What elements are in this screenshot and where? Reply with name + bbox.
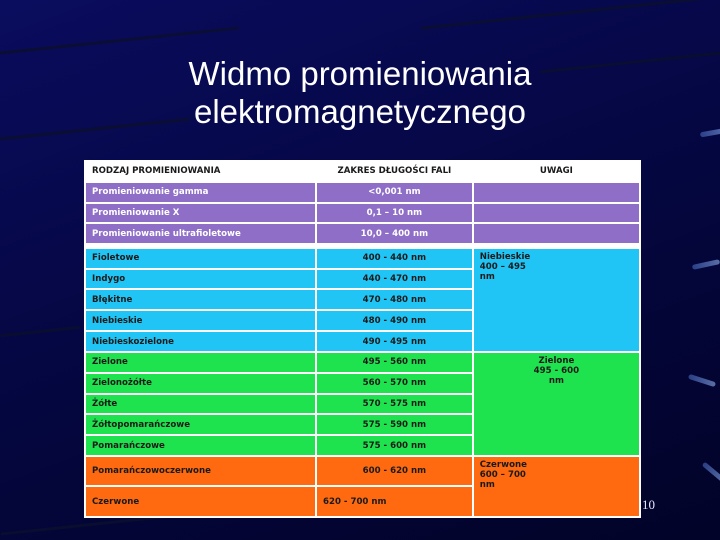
cell-range: 400 - 440 nm bbox=[316, 248, 473, 269]
background-streak bbox=[692, 259, 720, 270]
slide-title-line2: elektromagnetycznego bbox=[193, 93, 527, 130]
cell-type: Promieniowanie ultrafioletowe bbox=[85, 223, 316, 244]
table-row bbox=[85, 182, 640, 203]
cell-type: Zielonożółte bbox=[85, 373, 316, 394]
cell-range: 575 - 590 nm bbox=[316, 414, 473, 435]
cell-type: Niebieskie bbox=[85, 310, 316, 331]
cell-type: Indygo bbox=[85, 269, 316, 290]
spectrum-table bbox=[84, 160, 641, 518]
cell-type: Fioletowe bbox=[85, 248, 316, 269]
cell-notes bbox=[473, 223, 640, 244]
note-green-line2: 495 - 600 bbox=[533, 365, 580, 376]
cell-range: <0,001 nm bbox=[316, 182, 473, 203]
cell-type: Niebieskozielone bbox=[85, 331, 316, 352]
column-header-notes: UWAGI bbox=[473, 161, 640, 182]
note-green bbox=[473, 352, 640, 456]
cell-range: 440 - 470 nm bbox=[316, 269, 473, 290]
cell-notes bbox=[473, 182, 640, 203]
column-header-range: ZAKRES DŁUGOŚCI FALI bbox=[316, 161, 473, 182]
cell-type: Pomarańczowe bbox=[85, 435, 316, 456]
table-row bbox=[85, 352, 640, 373]
cell-notes bbox=[473, 203, 640, 224]
cell-range: 490 - 495 nm bbox=[316, 331, 473, 352]
note-red-line2: 600 – 700 bbox=[479, 470, 526, 481]
cell-range: 575 - 600 nm bbox=[316, 435, 473, 456]
background-streak bbox=[700, 128, 720, 138]
cell-range: 10,0 – 400 nm bbox=[316, 223, 473, 244]
background-streak bbox=[702, 462, 720, 484]
cell-range: 620 - 700 nm bbox=[316, 486, 473, 517]
cell-range: 480 - 490 nm bbox=[316, 310, 473, 331]
note-green-line3: nm bbox=[548, 375, 564, 386]
column-header-type: RODZAJ PROMIENIOWANIA bbox=[85, 161, 316, 182]
cell-type: Czerwone bbox=[85, 486, 316, 517]
table-row bbox=[85, 456, 640, 486]
cell-range: 570 - 575 nm bbox=[316, 394, 473, 415]
note-blue-line1: Niebieskie bbox=[479, 251, 531, 262]
cell-type: Żółtopomarańczowe bbox=[85, 414, 316, 435]
background-streak bbox=[688, 374, 716, 387]
background-streak bbox=[0, 26, 239, 56]
cell-type: Błękitne bbox=[85, 289, 316, 310]
cell-range: 470 - 480 nm bbox=[316, 289, 473, 310]
table-row bbox=[85, 223, 640, 244]
cell-type: Promieniowanie X bbox=[85, 203, 316, 224]
note-blue bbox=[473, 248, 640, 352]
slide-title-line1: Widmo promieniowania bbox=[188, 55, 532, 92]
background-streak bbox=[0, 326, 80, 337]
cell-type: Zielone bbox=[85, 352, 316, 373]
cell-range: 495 - 560 nm bbox=[316, 352, 473, 373]
slide-title bbox=[60, 55, 660, 131]
note-blue-line3: nm bbox=[479, 271, 495, 282]
cell-range: 560 - 570 nm bbox=[316, 373, 473, 394]
page-number: 10 bbox=[642, 497, 655, 512]
table-row bbox=[85, 203, 640, 224]
cell-type: Promieniowanie gamma bbox=[85, 182, 316, 203]
cell-range: 0,1 – 10 nm bbox=[316, 203, 473, 224]
table-row bbox=[85, 248, 640, 269]
note-green-line1: Zielone bbox=[538, 355, 575, 366]
note-red-line3: nm bbox=[479, 480, 495, 491]
note-red-line1: Czerwone bbox=[479, 460, 527, 471]
table-header-row bbox=[85, 161, 640, 182]
note-red bbox=[473, 456, 640, 517]
cell-type: Pomarańczowoczerwone bbox=[85, 456, 316, 486]
note-blue-line2: 400 – 495 bbox=[479, 261, 526, 272]
background-streak bbox=[421, 0, 720, 30]
cell-range: 600 - 620 nm bbox=[316, 456, 473, 486]
cell-type: Żółte bbox=[85, 394, 316, 415]
